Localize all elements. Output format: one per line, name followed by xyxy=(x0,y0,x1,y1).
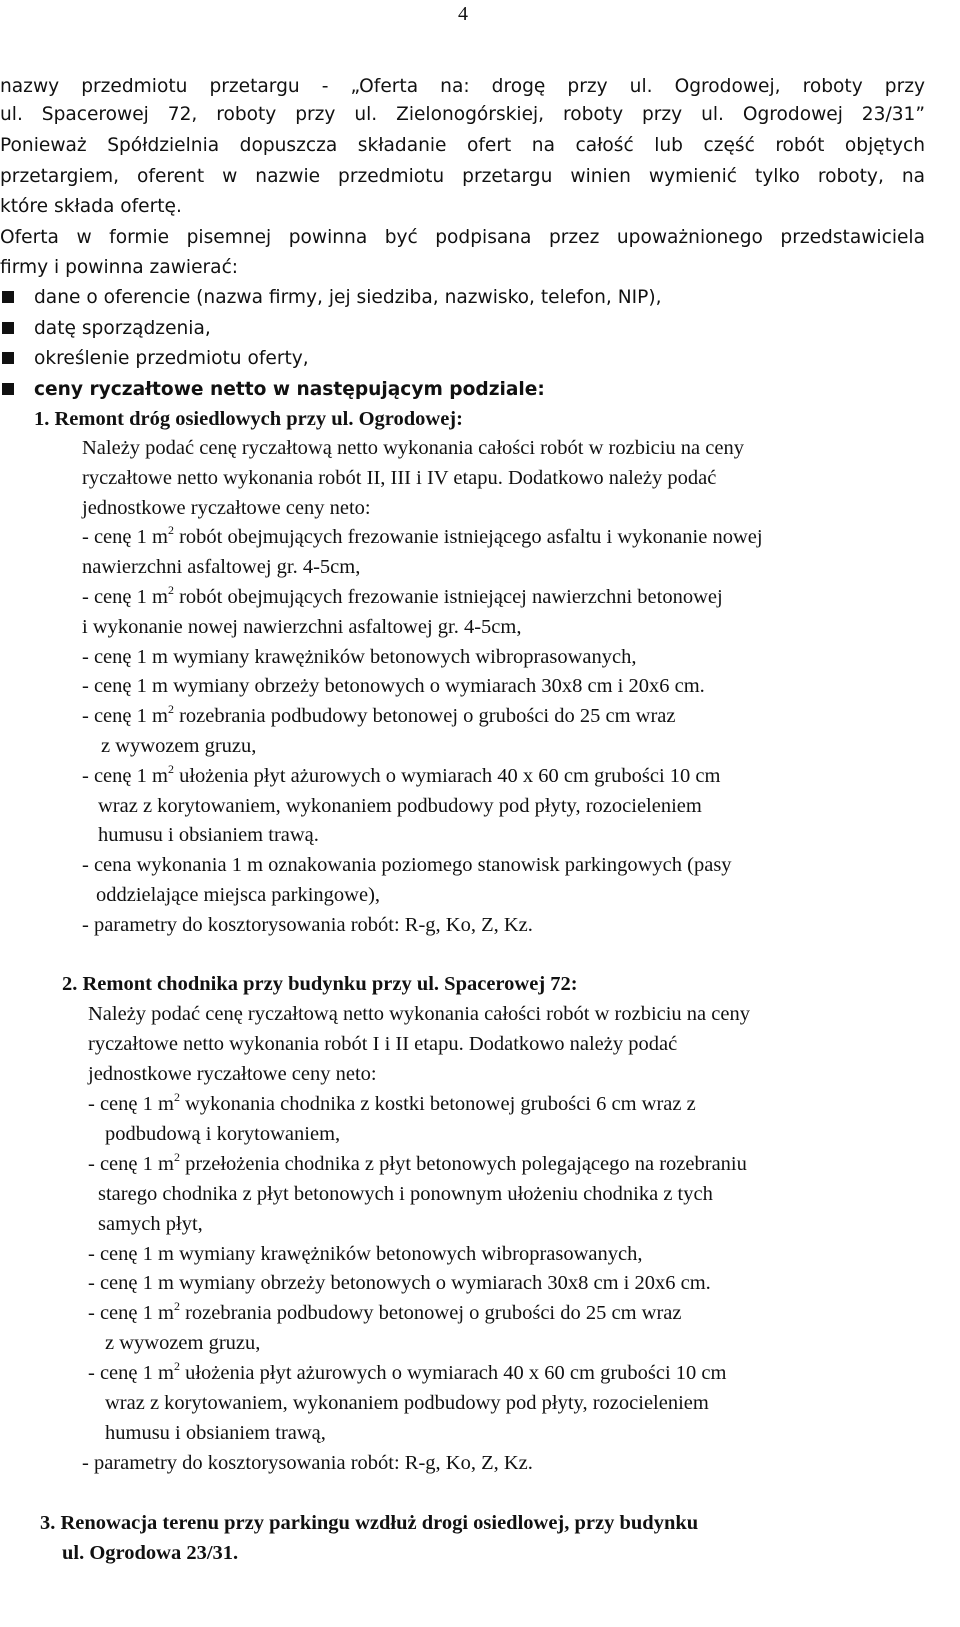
bullet-square-icon xyxy=(2,322,14,334)
intro-line-3: Ponieważ Spółdzielnia dopuszcza składanie ofert na całość lub część robót objętych xyxy=(0,135,925,156)
intro-line-4: przetargiem, oferent w nazwie przedmiotu przetargu winien wymienić tylko roboty, na xyxy=(0,166,925,187)
bullet-item-2: datę sporządzenia, xyxy=(34,318,211,339)
section-1-item-7: - cena wykonania 1 m oznakowania poziomego stanowisk parkingowych (pasy xyxy=(82,854,732,876)
section-1-item-8: - parametry do kosztorysowania robót: R-g, Ko, Z, Kz. xyxy=(82,914,533,936)
section-2-item-1: - cenę 1 $m^2$ wykonania chodnika z kostki betonowej grubości 6 cm wraz z xyxy=(88,1090,696,1115)
intro-line-2: ul. Spacerowej 72, roboty przy ul. Zielonogórskiej, roboty przy ul. Ogrodowej 23/31” xyxy=(0,104,925,125)
section-2-line-2: ryczałtowe netto wykonania robót I i II etapu. Dodatkowo należy podać xyxy=(88,1033,678,1055)
section-2-item-2: - cenę 1 $m^2$ przełożenia chodnika z płyt betonowych polegającego na rozebraniu xyxy=(88,1150,747,1175)
section-2-item-6: - cenę 1 $m^2$ ułożenia płyt ażurowych o wymiarach 40 x 60 cm grubości 10 cm xyxy=(88,1359,727,1384)
section-1-item-1-cont: nawierzchni asfaltowej gr. 4-5cm, xyxy=(82,556,361,578)
section-2-item-6-cont-2: humusu i obsianiem trawą, xyxy=(105,1422,326,1444)
section-2-item-5-cont: z wywozem gruzu, xyxy=(105,1332,261,1354)
bullet-item-3: określenie przedmiotu oferty, xyxy=(34,348,309,369)
section-1-item-5-cont: z wywozem gruzu, xyxy=(101,735,257,757)
section-2-item-1-cont: podbudową i korytowaniem, xyxy=(105,1123,341,1145)
section-2-item-5: - cenę 1 $m^2$ rozebrania podbudowy betonowej o grubości do 25 cm wraz xyxy=(88,1299,682,1324)
section-2-item-3: - cenę 1 m wymiany krawężników betonowych wibroprasowanych, xyxy=(88,1243,643,1265)
intro-line-5: które składa ofertę. xyxy=(0,196,182,217)
section-1-item-7-cont: oddzielające miejsca parkingowe), xyxy=(96,884,381,906)
section-1-item-1: - cenę 1 $m^2$ robót obejmujących frezowanie istniejącego asfaltu i wykonanie nowej xyxy=(82,523,763,548)
section-1-item-6-cont-2: humusu i obsianiem trawą. xyxy=(98,824,319,846)
bullet-square-icon xyxy=(2,352,14,364)
section-2-heading: 2. Remont chodnika przy budynku przy ul. Spacerowej 72: xyxy=(62,973,578,995)
section-2-item-2-cont-1: starego chodnika z płyt betonowych i ponownym ułożeniu chodnika z tych xyxy=(98,1183,713,1205)
bullet-item-4: ceny ryczałtowe netto w następującym podziale: xyxy=(34,379,545,400)
section-2-item-7: - parametry do kosztorysowania robót: R-g, Ko, Z, Kz. xyxy=(82,1452,533,1474)
intro-line-7: firmy i powinna zawierać: xyxy=(0,257,239,278)
section-2-line-1: Należy podać cenę ryczałtową netto wykonania całości robót w rozbiciu na ceny xyxy=(88,1003,750,1025)
section-2-item-2-cont-2: samych płyt, xyxy=(98,1213,203,1235)
section-1-item-6-cont-1: wraz z korytowaniem, wykonaniem podbudowy pod płyty, rozocieleniem xyxy=(98,795,702,817)
section-1-item-3: - cenę 1 m wymiany krawężników betonowych wibroprasowanych, xyxy=(82,646,637,668)
section-1-item-2: - cenę 1 $m^2$ robót obejmujących frezowanie istniejącej nawierzchni betonowej xyxy=(82,583,723,608)
bullet-item-1: dane o oferencie (nazwa firmy, jej siedziba, nazwisko, telefon, NIP), xyxy=(34,287,662,308)
section-1-line-2: ryczałtowe netto wykonania robót II, III i IV etapu. Dodatkowo należy podać xyxy=(82,467,717,489)
section-1-item-4: - cenę 1 m wymiany obrzeży betonowych o wymiarach 30x8 cm i 20x6 cm. xyxy=(82,675,705,697)
section-2-line-3: jednostkowe ryczałtowe ceny neto: xyxy=(88,1063,377,1085)
bullet-square-icon xyxy=(2,291,14,303)
section-1-line-3: jednostkowe ryczałtowe ceny neto: xyxy=(82,497,371,519)
intro-line-1: nazwy przedmiotu przetargu - „Oferta na: drogę przy ul. Ogrodowej, roboty przy xyxy=(0,76,925,97)
section-1-heading: 1. Remont dróg osiedlowych przy ul. Ogrodowej: xyxy=(34,408,463,430)
section-1-line-1: Należy podać cenę ryczałtową netto wykonania całości robót w rozbiciu na ceny xyxy=(82,437,744,459)
section-2-item-4: - cenę 1 m wymiany obrzeży betonowych o wymiarach 30x8 cm i 20x6 cm. xyxy=(88,1272,711,1294)
section-3-heading-line-1: 3. Renowacja terenu przy parkingu wzdłuż drogi osiedlowej, przy budynku xyxy=(40,1512,699,1534)
section-3-heading-line-2: ul. Ogrodowa 23/31. xyxy=(62,1542,239,1564)
intro-line-6: Oferta w formie pisemnej powinna być podpisana przez upoważnionego przedstawiciela xyxy=(0,227,925,248)
bullet-square-icon xyxy=(2,383,14,395)
section-1-item-6: - cenę 1 $m^2$ ułożenia płyt ażurowych o wymiarach 40 x 60 cm grubości 10 cm xyxy=(82,762,721,787)
section-1-item-2-cont: i wykonanie nowej nawierzchni asfaltowej gr. 4-5cm, xyxy=(82,616,522,638)
section-2-item-6-cont-1: wraz z korytowaniem, wykonaniem podbudowy pod płyty, rozocieleniem xyxy=(105,1392,709,1414)
section-1-item-5: - cenę 1 $m^2$ rozebrania podbudowy betonowej o grubości do 25 cm wraz xyxy=(82,702,676,727)
page-number: 4 xyxy=(458,3,468,25)
